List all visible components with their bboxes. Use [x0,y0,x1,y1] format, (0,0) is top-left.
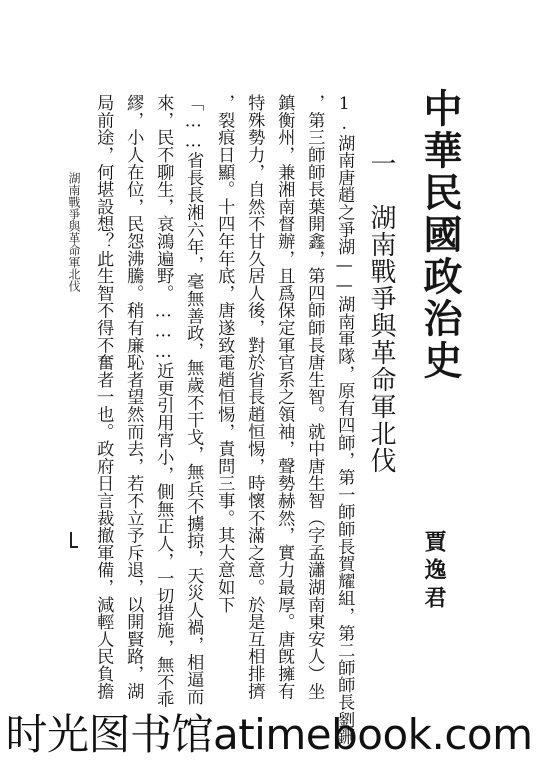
body-column: 1.湖南唐趙之爭湖——湖南軍隊，原有四師，第一師師長賀耀組，第二師師長劉鉶 [334,94,355,746]
body-column: ，第三師師長葉開鑫，第四師師長唐生智。就中唐生智（字孟瀟湖南東安人）坐 [304,94,325,700]
page-title: 中華民國政治史 [417,88,463,382]
watermark-text: 时光图书馆atimebook.com [5,710,533,759]
body-column: 「……省長長湘六年，毫無善政，無歲不干戈，無兵不擄掠，天災人禍，相逼而 [183,94,204,706]
body-column: 局前途，何堪設想？此生智不得不奮者一也。政府日言裁撤軍備，減輕人民負擔 [93,94,114,700]
body-column: 來，民不聊生，哀鴻遍野。………近更引用宵小，側無正人，一切措施，無不乖 [153,94,174,708]
page-corner-mark [70,532,78,548]
body-column: 鎮衡州，兼湘南督辦，且爲保定軍官系之領袖，聲勢赫然，實力最厚。唐旣擁有 [274,94,295,700]
body-column: 特殊勢力，自然不甘久居人後，對於省長趙恒惕，時懷不滿之意。於是互相排擠 [244,94,265,700]
body-column: ，裂痕日顯。十四年年底，唐遂致電趙恒惕，責問三事。其大意如下 [214,94,235,613]
author-name: 賈逸君 [421,530,447,614]
running-head: 湖南戰爭與革命軍北伐 [67,172,81,292]
chapter-heading: 一 湖南戰爭與革命軍北伐 [366,150,396,474]
body-column: 繆，小人在位，民怨沸騰。稍有廉恥者望然而去，若不立予斥退，以開賢路，湖 [123,94,144,700]
